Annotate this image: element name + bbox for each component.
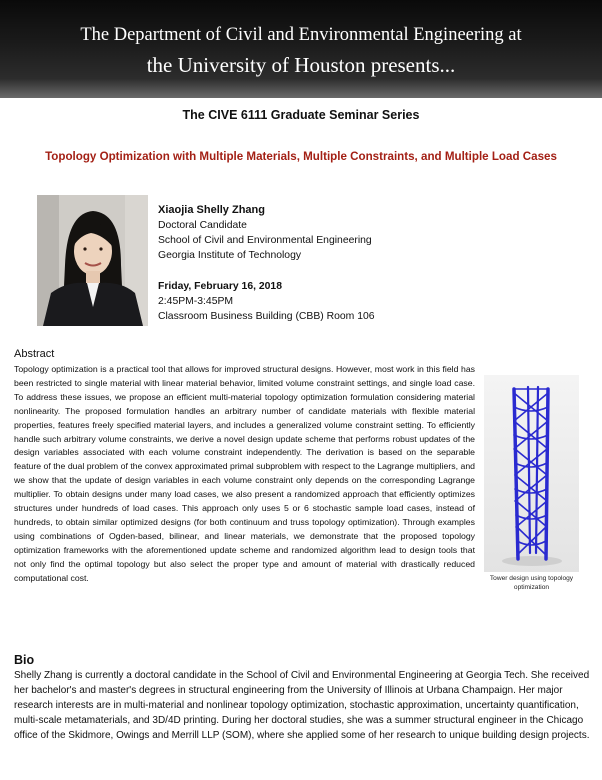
speaker-role: Doctoral Candidate: [158, 220, 247, 231]
event-location: Classroom Business Building (CBB) Room 106: [158, 311, 375, 322]
speaker-institution: Georgia Institute of Technology: [158, 250, 302, 261]
abstract-heading: Abstract: [14, 348, 55, 360]
event-date: Friday, February 16, 2018: [158, 281, 282, 292]
speaker-photo: [37, 195, 148, 326]
header-line-2: the University of Houston presents...: [146, 53, 456, 77]
speaker-name: Xiaojia Shelly Zhang: [158, 204, 265, 216]
abstract-body: Topology optimization is a practical tool that allows for improved structural designs. However, most work in this field has been restricted to single material with linear material behavior, limited volume constraint settings, and single load case. To address these issues, we propose an efficient multi-material topology optimization formulation considering material nonlinearity. The proposed formulation handles an arbitrary number of candidate materials with flexible material properties, features freely specified material layers, and includes a generalized volume constraint setting. To efficiently handle such arbitrary volume constraints, we derive a novel design update scheme that performs robust updates of the design variables associated with each volume constraint independently. The derivation is based on the separable feature of the dual problem of the convex approximated primal subproblem with respect to the Lagrange multipliers, and we show that the update of design variables in each volume constraint only depends on the corresponding Lagrange multiplier. To obtain designs under many load cases, we also present a randomized approach that efficiently optimizes structures under hundreds of load cases. This approach only uses 5 or 6 stochastic sample load cases, instead of hundreds, to obtain similar optimized designs (for both continuum and truss topology optimization). Through examples using combinations of Ogden-based, bilinear, and linear materials, we demonstrate that the proposed topology optimization frameworks with the aforementioned update scheme and randomized algorithm lead to design tools that not only find the optimal topology but also select the proper type and amount of material with drastically reduced computational cost.: [14, 364, 475, 583]
event-info: [158, 279, 375, 324]
figure-caption: Tower design using topology optimization: [489, 575, 574, 591]
event-time: 2:45PM-3:45PM: [158, 296, 234, 307]
talk-title: Topology Optimization with Multiple Materials, Multiple Constraints, and Multiple Load Cases: [45, 150, 557, 163]
speaker-portrait-image: [37, 195, 148, 326]
header-line-1: The Department of Civil and Environmental Engineering at: [80, 25, 522, 45]
header-banner: [0, 0, 602, 98]
series-title: The CIVE 6111 Graduate Seminar Series: [182, 108, 420, 122]
speaker-school: School of Civil and Environmental Engineering: [158, 235, 372, 246]
tower-figure: [484, 375, 579, 572]
bio-body: Shelly Zhang is currently a doctoral candidate in the School of Civil and Environmental Engineering at Georgia Tech. She received her bachelor's and master's degrees in structural engineering from the University of Illinois at Urbana Champaign. Her major research interests are in multi-material and nonlinear topology optimization, stochastic approximation, uncertainty quantification, multi-scale metamaterials, and 3D/4D printing. During her doctoral studies, she was a summer structural engineer in the Chicago office of the Skidmore, Owings and Merrill LLP (SOM), where she applied some of her research to unique building design projects.: [14, 670, 590, 741]
bio-heading: Bio: [14, 653, 35, 667]
tower-design-image: [484, 375, 579, 572]
speaker-info: [158, 203, 372, 263]
